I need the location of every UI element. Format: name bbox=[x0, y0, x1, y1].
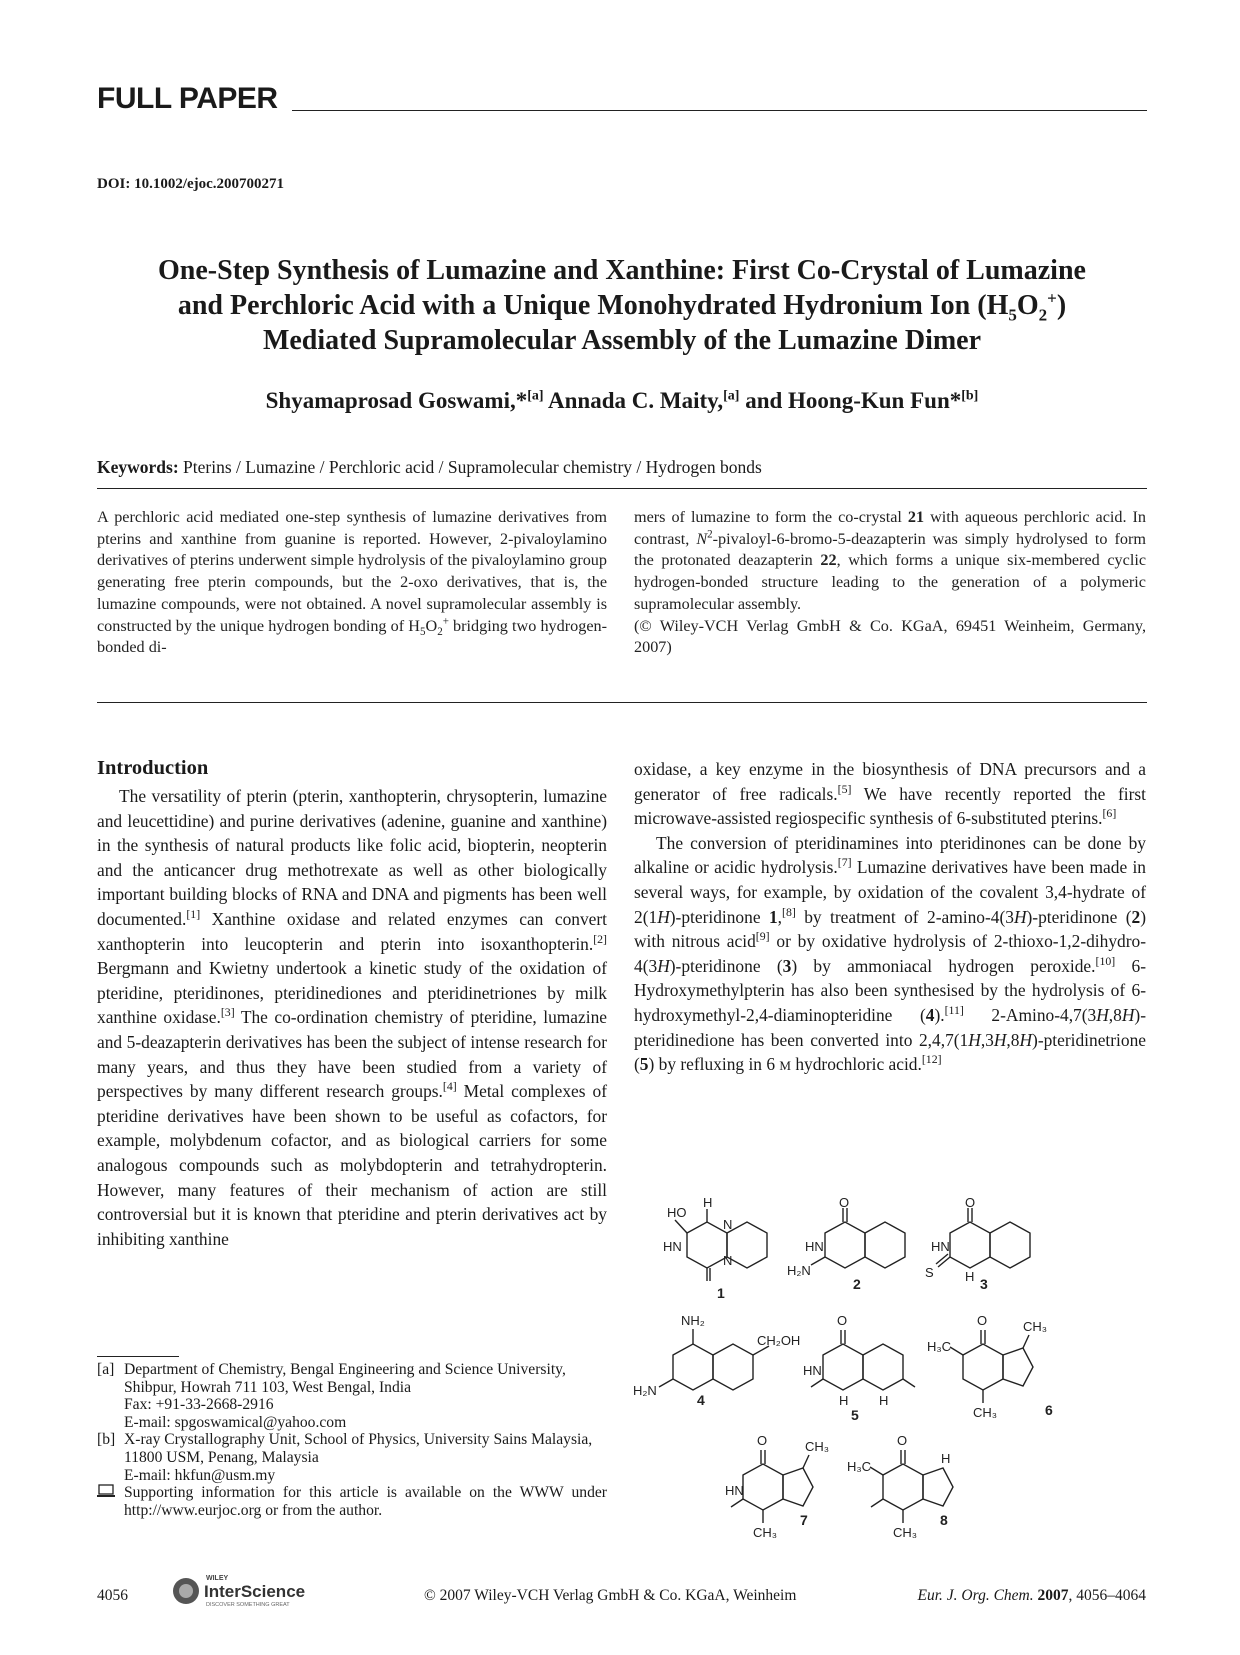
section-label: FULL PAPER bbox=[97, 82, 278, 115]
introduction-heading: Introduction bbox=[97, 757, 209, 779]
structure-3 bbox=[936, 1208, 1030, 1268]
svg-text:WILEY: WILEY bbox=[206, 1575, 229, 1582]
page-number: 4056 bbox=[97, 1587, 128, 1604]
structure-2 bbox=[811, 1208, 905, 1268]
intro-column-left bbox=[97, 784, 607, 1251]
svg-text:H₃C: H₃C bbox=[847, 1459, 872, 1474]
structure-label-4: 4 bbox=[697, 1392, 705, 1408]
journal-citation: Eur. J. Org. Chem. 2007, 4056–4064 bbox=[917, 1587, 1146, 1604]
svg-text:HN: HN bbox=[725, 1483, 744, 1498]
title-line-1: One-Step Synthesis of Lumazine and Xanthine: First Co-Crystal of Lumazine bbox=[158, 255, 1086, 286]
abstract-bottom-rule bbox=[97, 702, 1147, 703]
structure-5 bbox=[811, 1330, 915, 1390]
chemical-structures-figure bbox=[633, 1195, 1125, 1565]
svg-text:CH₃: CH₃ bbox=[805, 1439, 830, 1454]
svg-text:O: O bbox=[897, 1433, 908, 1448]
svg-text:H: H bbox=[965, 1269, 975, 1284]
svg-text:H: H bbox=[839, 1393, 849, 1408]
keywords: Keywords: Pterins / Lumazine / Perchloric acid / Supramolecular chemistry / Hydrogen bonds bbox=[97, 457, 762, 477]
doi: DOI: 10.1002/ejoc.200700271 bbox=[97, 176, 285, 192]
computer-icon bbox=[97, 1484, 115, 1498]
footer-copyright: © 2007 Wiley-VCH Verlag GmbH & Co. KGaA, Weinheim bbox=[424, 1587, 797, 1604]
author-list: Shyamaprosad Goswami,*[a] Annada C. Maity,[a] and Hoong-Kun Fun*[b] bbox=[265, 388, 979, 413]
abstract-copyright: (© Wiley-VCH Verlag GmbH & Co. KGaA, 69451 Weinheim, Germany, 2007) bbox=[634, 616, 1146, 657]
svg-text:H: H bbox=[879, 1393, 889, 1408]
author-3: and Hoong-Kun Fun* bbox=[739, 388, 962, 413]
intro-column-right bbox=[634, 757, 1146, 1079]
interscience-logo-mark bbox=[170, 1572, 350, 1608]
svg-text:HO: HO bbox=[667, 1205, 687, 1220]
svg-text:CH₃: CH₃ bbox=[973, 1405, 998, 1420]
title-line-3: Mediated Supramolecular Assembly of the Lumazine Dimer bbox=[262, 325, 982, 356]
supporting-info-note: Supporting information for this article is available on the WWW under http://www.eurjoc.org or from the author. bbox=[97, 1484, 607, 1519]
abstract-right: mers of lumazine to form the co-crystal 21 with aqueous perchloric acid. In contrast, $N^2-pivaloyl-6-bromo-5$-deazapterin was simply hydrolysed to form the protonated deazapterin 22, which forms a unique six-membered cyclic hydrogen-bonded structure leading to the generation of a polymeric supramolecular assembly. (© Wiley-VCH Verlag GmbH & Co. KGaA, 69451 Weinheim, Germany, 2007) bbox=[634, 508, 1147, 657]
title-line-2: and Perchloric Acid with a Unique Monohydrated Hydronium Ion $(H_5O_2^+)$ bbox=[177, 288, 1067, 325]
svg-text:H: H bbox=[703, 1195, 713, 1210]
author-2: Annada C. Maity, bbox=[543, 388, 724, 413]
svg-text:S: S bbox=[925, 1265, 934, 1280]
svg-text:H₂N: H₂N bbox=[633, 1383, 657, 1398]
structure-label-6: 6 bbox=[1045, 1402, 1053, 1418]
svg-text:CH₃: CH₃ bbox=[1023, 1319, 1048, 1334]
affiliations bbox=[97, 1361, 607, 1519]
svg-text:HN: HN bbox=[803, 1363, 822, 1378]
svg-text:CH₃: CH₃ bbox=[893, 1525, 918, 1540]
structure-label-5: 5 bbox=[851, 1407, 859, 1423]
structure-label-8: 8 bbox=[940, 1512, 948, 1528]
svg-text:HN: HN bbox=[931, 1239, 950, 1254]
structure-6 bbox=[950, 1330, 1033, 1403]
intro-paragraph-2: The conversion of pteridinamines into pteridinones can be done by alkaline or acidic hydrolysis.[7] Lumazine derivatives have been made in several ways, for example, by oxidation of the covalent 3,4-hydrate of 2(1H)-pteridinone 1,[8] by treatment of 2-amino-4(3H)-pteridinone (2) with nitrous acid[9] or by oxidative hydrolysis of 2-thioxo-1,2-dihydro-4(3H)-pteridinone (3) by ammoniacal hydrogen peroxide.[10] 6-Hydroxymethylpterin has also been synthesised by the hydrolysis of 6-hydroxymethyl-2,4-diaminopteridine (4).[11] 2-Amino-4,7(3H,8H)-pteridinedione has been converted into 2,4,7(1H,3H,8H)-pteridinetrione (5) by refluxing in 6 M hydrochloric acid.[12] bbox=[634, 832, 1146, 1075]
footnote-rule bbox=[97, 1356, 179, 1357]
svg-text:DISCOVER SOMETHING GREAT: DISCOVER SOMETHING GREAT bbox=[206, 1602, 290, 1608]
svg-text:N: N bbox=[723, 1253, 733, 1268]
svg-text:H₂N: H₂N bbox=[787, 1263, 811, 1278]
svg-text:HN: HN bbox=[663, 1239, 682, 1254]
structure-label-1: 1 bbox=[717, 1285, 725, 1301]
svg-text:O: O bbox=[977, 1313, 988, 1328]
article-title bbox=[97, 253, 1147, 358]
svg-text:CH₃: CH₃ bbox=[753, 1525, 778, 1540]
svg-text:O: O bbox=[965, 1195, 976, 1210]
svg-text:CH₂OH: CH₂OH bbox=[757, 1333, 801, 1348]
structure-1 bbox=[675, 1209, 767, 1281]
intro-paragraph-1: The versatility of pterin (pterin, xanthopterin, chrysopterin, lumazine and leucettidine) and purine derivatives (adenine, guanine and xanthine) in the synthesis of natural products like folic acid, biopterin, neopterin and the anticancer drug methotrexate as well as other biologically important building blocks of RNA and DNA and pigments has been well documented.[1] Xanthine oxidase and related enzymes can convert xanthopterin into leucopterin and pterin into isoxanthopterin.[2] Bergmann and Kwietny undertook a kinetic study of the oxidation of pteridine, pteridinones, pteridinediones and pteridinetriones by milk xanthine oxidase.[3] The co-ordination chemistry of pteridine, lumazine and 5-deazapterin derivatives has been the subject of intense research for many years, and thus they have been studied from a variety of perspectives by many different research groups.[4] Metal complexes of pteridine derivatives have been shown to be useful as cofactors, for example, molybdenum cofactor, and as biological carriers for some analogous compounds such as molybdopterin and tetrahydropterin. However, many features of their mechanism of action are still controversial but it is known that pteridine and pterin derivatives act by inhibiting xanthine bbox=[97, 786, 607, 1249]
structure-label-3: 3 bbox=[980, 1276, 988, 1292]
affiliation-a: [a] Department of Chemistry, Bengal Engineering and Science University, Shibpur, Howrah 711 103, West Bengal, India Fax: +91-33-2668-2916 E-mail: spgoswamical@yahoo.com bbox=[97, 1361, 566, 1431]
structure-4 bbox=[659, 1329, 769, 1390]
header-rule bbox=[292, 110, 1147, 111]
svg-text:InterScience: InterScience bbox=[204, 1582, 306, 1601]
structure-label-2: 2 bbox=[853, 1276, 861, 1292]
svg-text:H₃C: H₃C bbox=[927, 1339, 952, 1354]
svg-text:HN: HN bbox=[805, 1239, 824, 1254]
structure-label-7: 7 bbox=[800, 1512, 808, 1528]
svg-text:O: O bbox=[839, 1195, 850, 1210]
affiliation-b: [b] X-ray Crystallography Unit, School of Physics, University Sains Malaysia, 11800 USM, Penang, Malaysia E-mail: hkfun@usm.my bbox=[97, 1431, 593, 1484]
svg-text:H: H bbox=[941, 1451, 951, 1466]
abstract-top-rule bbox=[97, 488, 1147, 489]
abstract-left: A perchloric acid mediated one-step synthesis of lumazine derivatives from pterins and xanthine from guanine is reported. However, 2-pivaloylamino derivatives of pterins underwent simple hydrolysis of the pivaloylamino group generating free pterin compounds, but the 2-oxo derivatives, that is, the lumazine compounds, were not obtained. A novel supramolecular assembly is constructed by the unique hydrogen bonding of $H_5O_2^+$ bridging two hydrogen-bonded di- bbox=[97, 508, 607, 657]
svg-text:N: N bbox=[723, 1217, 733, 1232]
svg-text:O: O bbox=[757, 1433, 768, 1448]
svg-text:NH₂: NH₂ bbox=[681, 1313, 705, 1328]
intro-paragraph-1-cont: oxidase, a key enzyme in the biosynthesis of DNA precursors and a generator of free radicals.[5] We have recently reported the first microwave-assisted regiospecific synthesis of 6-substituted pterins.[6] bbox=[634, 759, 1146, 829]
author-1: Shyamaprosad Goswami,* bbox=[265, 388, 528, 413]
interscience-logo bbox=[170, 1572, 350, 1608]
svg-text:O: O bbox=[837, 1313, 848, 1328]
